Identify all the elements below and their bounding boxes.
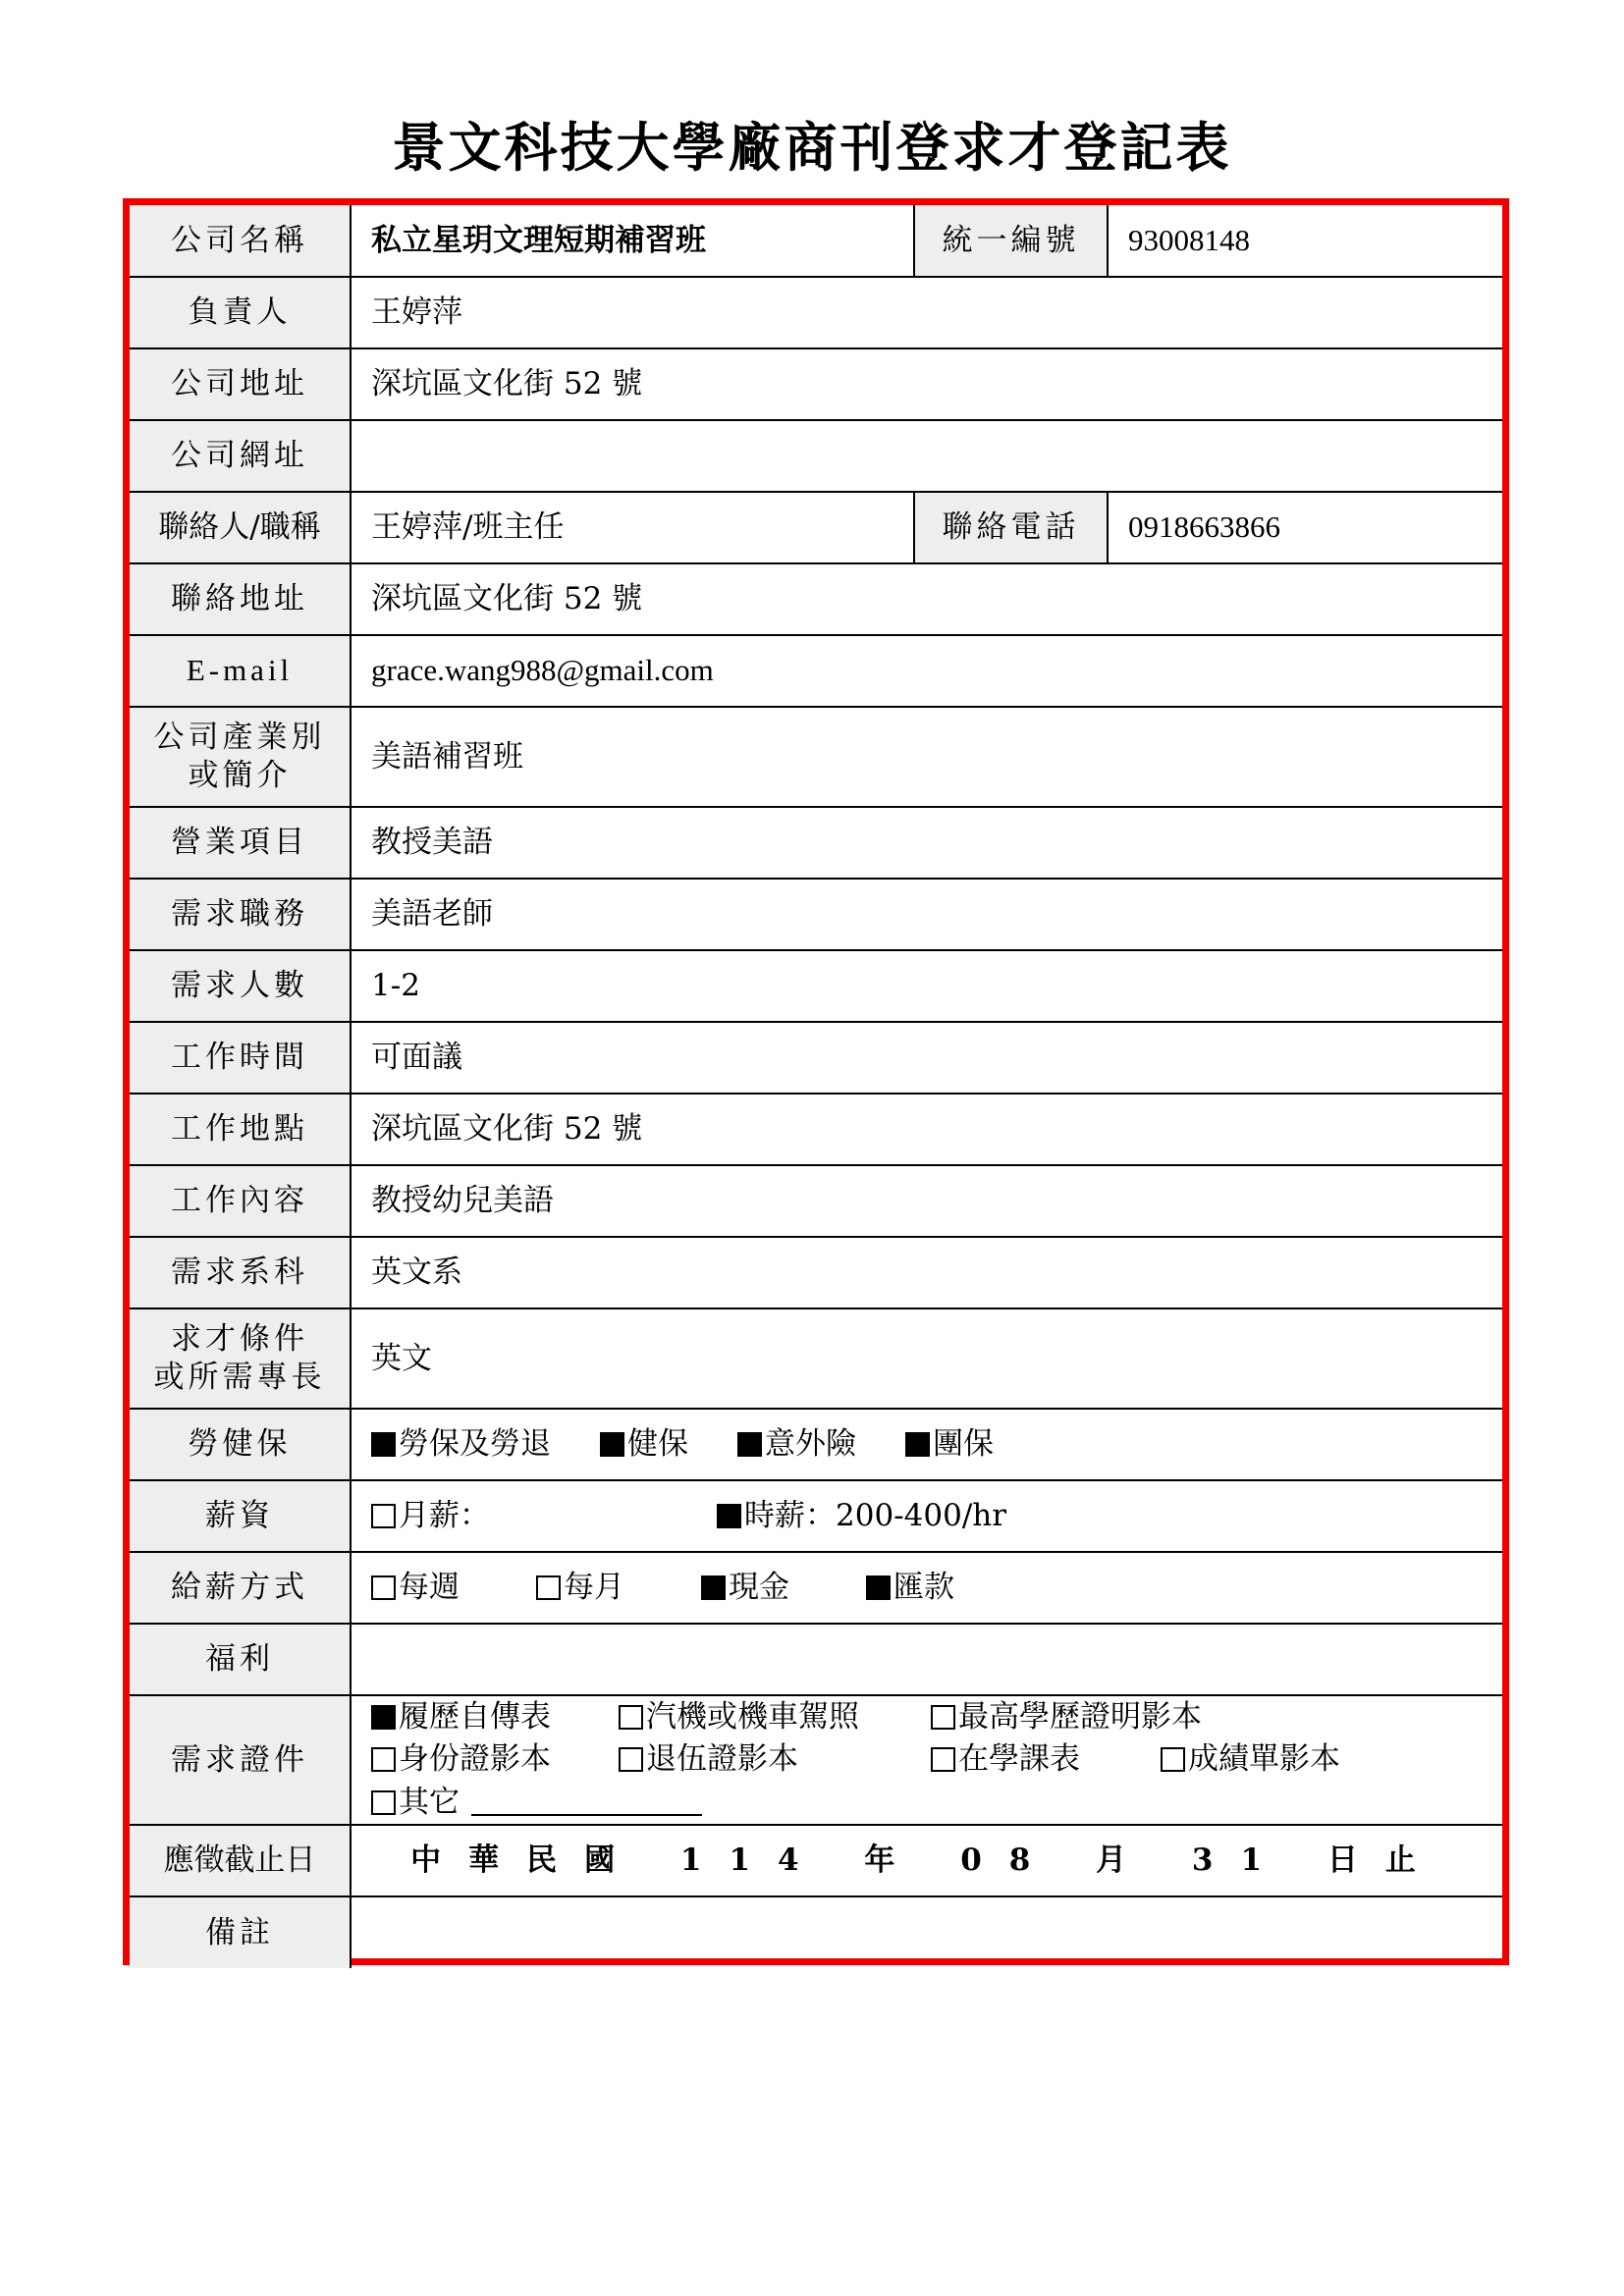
doc-option-id[interactable] <box>371 1738 619 1781</box>
checkbox-schedule[interactable] <box>931 1747 955 1772</box>
value-business: 教授美語 <box>351 807 1502 879</box>
value-company-name: 私立星玥文理短期補習班 <box>351 205 914 277</box>
insurance-option-health[interactable] <box>600 1425 688 1464</box>
checkbox-resume[interactable] <box>371 1705 396 1730</box>
salary-option-hourly[interactable] <box>717 1497 1006 1535</box>
insurance-option-group[interactable] <box>905 1425 994 1464</box>
checkbox-weekly[interactable] <box>371 1575 396 1600</box>
value-work-hours: 可面議 <box>351 1022 1502 1094</box>
doc-option-schedule-text: 在學課表 <box>958 1741 1080 1778</box>
doc-option-resume[interactable] <box>371 1696 619 1738</box>
label-salary: 薪資 <box>130 1480 351 1552</box>
value-position: 美語老師 <box>351 879 1502 950</box>
value-work-location: 深坑區文化街 52 號 <box>351 1094 1502 1165</box>
pay-option-transfer-text: 匯款 <box>893 1570 954 1606</box>
row-salary <box>130 1480 1502 1552</box>
other-blank-line[interactable] <box>471 1789 702 1816</box>
label-contact-phone: 聯絡電話 <box>914 492 1108 563</box>
doc-option-transcript[interactable] <box>1161 1738 1340 1781</box>
insurance-option-accident-text: 意外險 <box>765 1426 856 1463</box>
label-website: 公司網址 <box>130 420 351 492</box>
checkbox-transfer[interactable] <box>866 1575 891 1600</box>
row-requirements <box>130 1308 1502 1409</box>
documents-options <box>351 1695 1502 1825</box>
value-remarks <box>351 1896 1502 1968</box>
label-industry <box>130 707 351 807</box>
label-company-name: 公司名稱 <box>130 205 351 277</box>
checkbox-accident-insurance[interactable] <box>737 1432 762 1457</box>
value-requirements: 英文 <box>351 1308 1502 1409</box>
checkbox-id-copy[interactable] <box>371 1747 396 1772</box>
label-tax-id: 統一編號 <box>914 205 1108 277</box>
row-business <box>130 807 1502 879</box>
form-frame <box>123 198 1509 1965</box>
label-benefits: 福利 <box>130 1624 351 1695</box>
pay-option-weekly-text: 每週 <box>399 1570 460 1606</box>
value-deadline: 中華民國 114 年 08 月 31 日止 <box>351 1825 1502 1896</box>
row-work-location <box>130 1094 1502 1165</box>
checkbox-diploma[interactable] <box>931 1705 955 1730</box>
value-benefits <box>351 1624 1502 1695</box>
value-website <box>351 420 1502 492</box>
value-contact-phone: 0918663866 <box>1108 492 1502 563</box>
row-documents <box>130 1695 1502 1825</box>
label-requirements <box>130 1308 351 1409</box>
insurance-option-accident[interactable] <box>737 1425 856 1464</box>
row-responsible <box>130 277 1502 348</box>
doc-option-other-text: 其它 <box>399 1784 460 1820</box>
salary-options <box>351 1480 1502 1552</box>
checkbox-group-insurance[interactable] <box>905 1432 930 1457</box>
form-title: 景文科技大學廠商刊登求才登記表 <box>392 116 1232 179</box>
doc-option-id-text: 身份證影本 <box>399 1741 551 1778</box>
doc-option-diploma-text: 最高學歷證明影本 <box>958 1699 1202 1735</box>
value-contact-address: 深坑區文化街 52 號 <box>351 563 1502 635</box>
documents-line-3 <box>371 1782 1483 1824</box>
doc-option-license-text: 汽機或機車駕照 <box>646 1699 859 1735</box>
checkbox-cash[interactable] <box>701 1575 726 1600</box>
label-contact-address: 聯絡地址 <box>130 563 351 635</box>
row-website <box>130 420 1502 492</box>
checkbox-hourly-salary[interactable] <box>717 1504 741 1528</box>
pay-option-cash-text: 現金 <box>729 1570 789 1606</box>
row-department <box>130 1237 1502 1308</box>
row-remarks <box>130 1896 1502 1968</box>
pay-option-monthly-text: 每月 <box>564 1570 624 1606</box>
pay-method-options <box>351 1552 1502 1624</box>
documents-line-2 <box>371 1738 1483 1781</box>
salary-option-monthly[interactable] <box>371 1497 717 1535</box>
checkbox-monthly[interactable] <box>536 1575 561 1600</box>
label-work-hours: 工作時間 <box>130 1022 351 1094</box>
doc-option-license[interactable] <box>619 1696 931 1738</box>
label-industry-line1: 公司產業別 <box>153 720 326 756</box>
checkbox-labor-insurance[interactable] <box>371 1432 396 1457</box>
doc-option-transcript-text: 成績單影本 <box>1188 1741 1340 1778</box>
value-department: 英文系 <box>351 1237 1502 1308</box>
label-remarks: 備註 <box>130 1896 351 1968</box>
label-insurance: 勞健保 <box>130 1409 351 1480</box>
row-company-address <box>130 348 1502 420</box>
row-email <box>130 635 1502 707</box>
label-deadline: 應徵截止日 <box>130 1825 351 1896</box>
value-responsible: 王婷萍 <box>351 277 1502 348</box>
doc-option-schedule[interactable] <box>931 1738 1161 1781</box>
label-work-content: 工作內容 <box>130 1165 351 1237</box>
label-requirements-line2: 或所需專長 <box>153 1360 326 1395</box>
insurance-option-labor-text: 勞保及勞退 <box>399 1426 551 1463</box>
value-industry: 美語補習班 <box>351 707 1502 807</box>
salary-option-monthly-text: 月薪： <box>399 1498 490 1534</box>
label-responsible: 負責人 <box>130 277 351 348</box>
row-benefits <box>130 1624 1502 1695</box>
checkbox-license[interactable] <box>619 1705 643 1730</box>
value-work-content: 教授幼兒美語 <box>351 1165 1502 1237</box>
documents-line-1 <box>371 1696 1483 1738</box>
value-tax-id: 93008148 <box>1108 205 1502 277</box>
pay-option-cash[interactable] <box>701 1569 866 1607</box>
insurance-option-group-text: 團保 <box>933 1426 994 1463</box>
label-requirements-line1: 求才條件 <box>171 1321 308 1358</box>
row-position <box>130 879 1502 950</box>
row-contact-person <box>130 492 1502 563</box>
label-headcount: 需求人數 <box>130 950 351 1022</box>
checkbox-other[interactable] <box>371 1790 396 1815</box>
value-headcount: 1-2 <box>351 950 1502 1022</box>
label-pay-method: 給薪方式 <box>130 1552 351 1624</box>
label-business: 營業項目 <box>130 807 351 879</box>
checkbox-monthly-salary[interactable] <box>371 1504 396 1528</box>
row-deadline <box>130 1825 1502 1896</box>
row-work-hours <box>130 1022 1502 1094</box>
doc-option-diploma[interactable] <box>931 1696 1202 1738</box>
row-insurance <box>130 1409 1502 1480</box>
value-company-address: 深坑區文化街 52 號 <box>351 348 1502 420</box>
checkbox-health-insurance[interactable] <box>600 1432 624 1457</box>
row-headcount <box>130 950 1502 1022</box>
label-department: 需求系科 <box>130 1237 351 1308</box>
checkbox-transcript[interactable] <box>1161 1747 1185 1772</box>
label-documents: 需求證件 <box>130 1695 351 1825</box>
doc-option-discharge-text: 退伍證影本 <box>646 1741 798 1778</box>
row-company-name <box>130 205 1502 277</box>
row-pay-method <box>130 1552 1502 1624</box>
row-work-content <box>130 1165 1502 1237</box>
value-contact-person: 王婷萍/班主任 <box>351 492 914 563</box>
doc-option-other[interactable] <box>371 1782 702 1824</box>
label-company-address: 公司地址 <box>130 348 351 420</box>
pay-option-transfer[interactable] <box>866 1569 954 1607</box>
pay-option-weekly[interactable] <box>371 1569 536 1607</box>
value-email: grace.wang988@gmail.com <box>351 635 1502 707</box>
label-position: 需求職務 <box>130 879 351 950</box>
doc-option-discharge[interactable] <box>619 1738 931 1781</box>
row-contact-address <box>130 563 1502 635</box>
label-contact-person: 聯絡人/職稱 <box>130 492 351 563</box>
pay-option-monthly[interactable] <box>536 1569 701 1607</box>
insurance-option-health-text: 健保 <box>627 1426 688 1463</box>
doc-option-resume-text: 履歷自傳表 <box>399 1699 551 1735</box>
label-industry-line2: 或簡介 <box>188 758 292 793</box>
salary-option-hourly-text: 時薪：200-400/hr <box>744 1498 1007 1534</box>
checkbox-discharge[interactable] <box>619 1747 643 1772</box>
label-work-location: 工作地點 <box>130 1094 351 1165</box>
registration-form-table <box>130 205 1502 1968</box>
row-industry <box>130 707 1502 807</box>
insurance-options <box>351 1409 1502 1480</box>
insurance-option-labor[interactable] <box>371 1425 551 1464</box>
label-email: E-mail <box>130 635 351 707</box>
